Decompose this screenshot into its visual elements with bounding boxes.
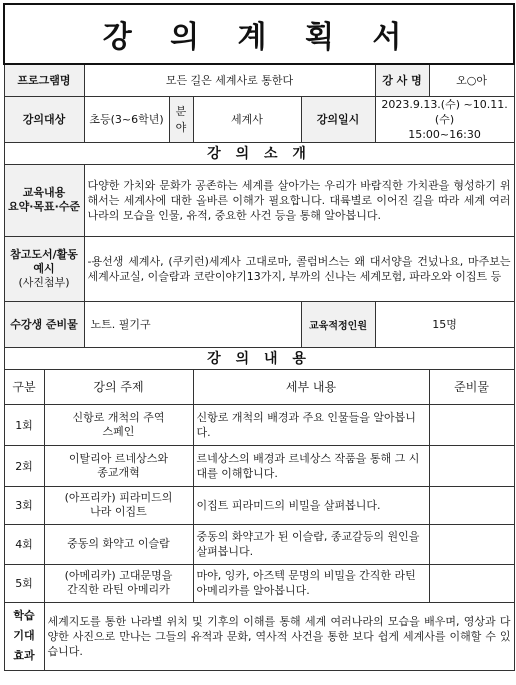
references-text: -용선생 세계사, (쿠키런)세계사 고대로마, 콜럼버스는 왜 대서양을 건넜나요, 마주보는 세계사교실, 이슬람과 코란이야기13가지, 부까의 신나는 세계모험, 파라오와 이집트 등 [84,236,514,301]
session-number: 4회 [4,524,44,564]
effect-label-line1: 학습 [13,609,35,622]
effect-row [4,602,514,670]
session-topic: 중동의 화약고 이슬람 [44,524,193,564]
references-label [4,236,84,301]
session-detail: 마야, 잉카, 아즈텍 문명의 비밀을 간직한 라틴 아메리카를 알아봅니다. [193,564,429,602]
sessions-header [4,369,514,404]
session-materials [429,404,514,445]
session-topic: (아메리카) 고대문명을 간직한 라틴 아메리카 [44,564,193,602]
target-row [4,96,514,142]
session-row [4,524,514,564]
session-materials [429,445,514,486]
education-label-line2: 요약·목표·수준 [7,200,81,213]
prep-value: 노트. 필기구 [84,301,301,347]
prep-label: 수강생 준비물 [4,301,84,347]
lecture-plan-document [3,3,513,671]
field-value: 세계사 [193,96,301,142]
program-name: 모든 길은 세계사로 통한다 [84,64,375,96]
references-label-line2: (사진첨부) [18,275,70,289]
column-topic: 강의 주제 [44,369,193,404]
capacity-label: 교육적정인원 [301,301,375,347]
session-detail: 르네상스의 배경과 르네상스 작품을 통해 그 시대를 이해합니다. [193,445,429,486]
effect-label-line3: 효과 [13,649,35,662]
lecture-plan-table [3,3,515,671]
schedule-value [375,96,514,142]
capacity-value: 15명 [375,301,514,347]
education-label [4,164,84,236]
session-number: 1회 [4,404,44,445]
effect-label [4,602,44,670]
session-row [4,486,514,524]
session-row [4,404,514,445]
program-row [4,64,514,96]
target-label: 강의대상 [4,96,84,142]
references-row [4,236,514,301]
schedule-time: 15:00~16:30 [408,127,481,141]
session-row [4,564,514,602]
field-label: 분야 [169,96,193,142]
column-session: 구분 [4,369,44,404]
session-topic: 신항로 개척의 주역 스페인 [44,404,193,445]
session-number: 2회 [4,445,44,486]
session-materials [429,486,514,524]
instructor-name: 오○아 [429,64,514,96]
education-text: 다양한 가치와 문화가 공존하는 세계를 살아가는 우리가 바람직한 가치관을 형성하기 위해서는 세계사에 대한 올바른 이해가 필요합니다. 대륙별로 이어진 길을 따라 세계 여러 나라의 모습을 인물, 유적, 중요한 사건 등을 통해 알아봅니다. [84,164,514,236]
session-topic: 이탈리아 르네상스와 종교개혁 [44,445,193,486]
intro-heading: 강 의 소 개 [4,142,514,164]
education-label-line1: 교육내용 [22,186,66,199]
session-materials [429,524,514,564]
schedule-dates: 2023.9.13.(수) ~10.11.(수) [381,97,508,126]
instructor-label: 강 사 명 [375,64,429,96]
education-row [4,164,514,236]
session-row [4,445,514,486]
content-heading: 강 의 내 용 [4,347,514,369]
session-detail: 중동의 화약고가 된 이슬람, 종교갈등의 원인을 살펴봅니다. [193,524,429,564]
session-number: 5회 [4,564,44,602]
session-detail: 이집트 피라미드의 비밀을 살펴봅니다. [193,486,429,524]
column-materials: 준비물 [429,369,514,404]
effect-label-line2: 기대 [13,629,35,642]
session-materials [429,564,514,602]
session-detail: 신항로 개척의 배경과 주요 인물들을 알아봅니다. [193,404,429,445]
references-label-line1: 참고도서/활동예시 [10,247,78,275]
schedule-label: 강의일시 [301,96,375,142]
prep-row [4,301,514,347]
session-number: 3회 [4,486,44,524]
session-topic: (아프리카) 피라미드의 나라 이집트 [44,486,193,524]
document-title: 강 의 계 획 서 [4,4,514,64]
column-detail: 세부 내용 [193,369,429,404]
effect-text: 세계지도를 통한 나라별 위치 및 기후의 이해를 통해 세계 여러나라의 모습을 배우며, 영상과 다양한 사진으로 만나는 그들의 유적과 문화, 역사적 사건을 통한 보다 쉽게 세계사를 이해할 수 있습니다. [44,602,514,670]
target-value: 초등(3~6학년) [84,96,169,142]
program-label: 프로그램명 [4,64,84,96]
